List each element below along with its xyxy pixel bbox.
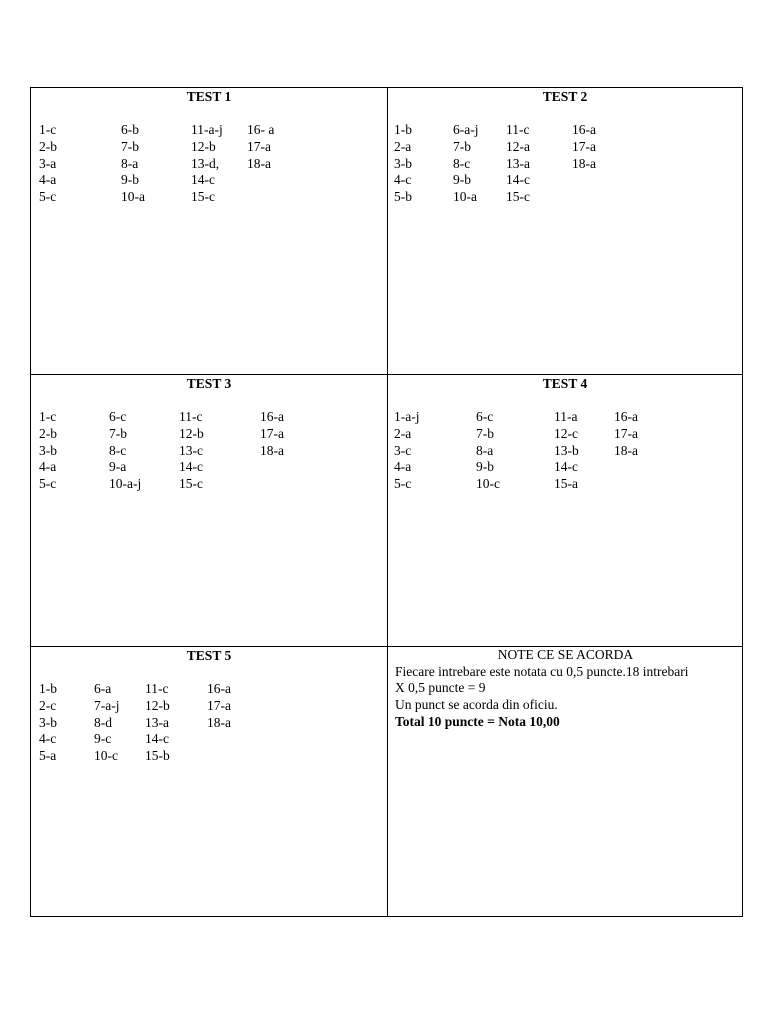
answer-item: 4-c [39, 731, 57, 747]
answer-item: 1-b [394, 122, 412, 137]
answer-item: 14-c [191, 172, 215, 188]
answer-item: 1-c [39, 409, 57, 424]
test-4-title: TEST 4 [542, 376, 588, 391]
answer-item: 16-a [614, 409, 638, 424]
answer-item: 13-a [506, 155, 530, 171]
answer-row [31, 443, 387, 460]
answer-item: 10-a [453, 189, 477, 205]
answer-row [31, 459, 387, 476]
answer-item: 14-c [179, 459, 203, 475]
answer-item: 18-a [207, 714, 231, 730]
answer-item: 1-a-j [394, 409, 420, 424]
answer-row [31, 698, 387, 715]
answer-item: 1-c [39, 122, 57, 137]
answer-item: 16-a [207, 681, 231, 696]
answer-item: 1-b [39, 681, 57, 696]
answer-item: 6-b [121, 122, 139, 137]
answer-item: 18-a [260, 442, 284, 458]
answer-item: 12-a [506, 138, 530, 154]
test-3-answers [31, 409, 387, 493]
answer-item: 6-c [476, 409, 494, 424]
answer-item: 17-a [614, 425, 638, 441]
answer-item: 7-b [121, 138, 139, 154]
answer-item: 11-c [179, 409, 203, 424]
test-1-cell [31, 88, 388, 375]
answer-item: 11-c [145, 681, 169, 696]
answer-item: 10-a-j [109, 476, 142, 492]
answer-item: 4-a [39, 459, 57, 475]
answer-item: 2-b [39, 425, 57, 441]
answer-row [31, 139, 387, 156]
answer-item: 9-b [121, 172, 139, 188]
answer-item: 3-b [394, 155, 412, 171]
answer-item: 6-a [94, 681, 112, 696]
answer-item: 8-d [94, 714, 112, 730]
grading-notes [395, 647, 736, 731]
answer-item: 5-a [39, 748, 57, 764]
answer-item: 3-a [39, 155, 57, 171]
answer-row [388, 189, 742, 206]
answer-item: 5-c [394, 476, 412, 492]
answer-row [388, 156, 742, 173]
test-4-answers [388, 409, 742, 493]
answer-item: 11-a-j [191, 122, 223, 137]
answer-item: 2-a [394, 425, 412, 441]
answer-item: 14-c [554, 459, 578, 475]
answer-row [31, 681, 387, 698]
answer-item: 2-a [394, 138, 412, 154]
answer-item: 8-c [453, 155, 471, 171]
answer-item: 16-a [572, 122, 596, 137]
grading-note-line-1: Fiecare intrebare este notata cu 0,5 puncte.18 intrebari [395, 663, 689, 679]
answer-item: 2-c [39, 697, 57, 713]
answer-item: 6-c [109, 409, 127, 424]
answer-row [31, 189, 387, 206]
answer-row [31, 409, 387, 426]
answer-item: 7-b [109, 425, 127, 441]
answer-row [388, 172, 742, 189]
answer-item: 10-c [476, 476, 500, 492]
answer-item: 15-b [145, 748, 170, 764]
answer-row [388, 409, 742, 426]
answer-item: 9-b [453, 172, 471, 188]
test-1-answers [31, 122, 387, 206]
test-5-cell [31, 647, 388, 916]
answer-item: 12-b [179, 425, 204, 441]
answer-item: 8-a [476, 442, 494, 458]
grading-note-total: Total 10 puncte = Nota 10,00 [395, 713, 560, 729]
answer-item: 8-c [109, 442, 127, 458]
answer-row [388, 122, 742, 139]
answer-item: 8-a [121, 155, 139, 171]
answer-item: 4-a [39, 172, 57, 188]
answer-item: 12-b [191, 138, 216, 154]
answer-item: 17-a [572, 138, 596, 154]
answer-item: 13-a [145, 714, 169, 730]
answer-row [31, 476, 387, 493]
answer-row [31, 156, 387, 173]
answer-item: 2-b [39, 138, 57, 154]
answer-item: 17-a [260, 425, 284, 441]
grading-note-line-2: X 0,5 puncte = 9 [395, 680, 486, 696]
answer-item: 3-b [39, 714, 57, 730]
answer-row [388, 443, 742, 460]
answer-row [31, 122, 387, 139]
answer-item: 4-a [394, 459, 412, 475]
test-5-answers [31, 681, 387, 765]
answer-row [388, 459, 742, 476]
answer-key-table [30, 87, 743, 917]
test-3-title: TEST 3 [186, 376, 232, 391]
test-2-cell [388, 88, 742, 375]
answer-item: 7-a-j [94, 697, 120, 713]
test-1-title: TEST 1 [186, 89, 232, 104]
answer-item: 18-a [247, 155, 271, 171]
answer-item: 18-a [614, 442, 638, 458]
answer-item: 14-c [145, 731, 169, 747]
answer-item: 9-c [94, 731, 112, 747]
answer-item: 18-a [572, 155, 596, 171]
answer-item: 6-a-j [453, 122, 479, 137]
answer-row [388, 139, 742, 156]
answer-item: 7-b [453, 138, 471, 154]
answer-row [31, 426, 387, 443]
test-5-title: TEST 5 [186, 648, 232, 663]
test-4-cell [388, 375, 742, 647]
answer-item: 9-b [476, 459, 494, 475]
answer-row [31, 748, 387, 765]
answer-item: 15-c [179, 476, 203, 492]
answer-row [388, 426, 742, 443]
answer-item: 13-d, [191, 155, 220, 171]
answer-row [31, 731, 387, 748]
answer-item: 11-c [506, 122, 530, 137]
answer-row [388, 476, 742, 493]
answer-item: 15-a [554, 476, 578, 492]
test-2-title: TEST 2 [542, 89, 588, 104]
grading-notes-cell [388, 647, 742, 916]
answer-row [31, 715, 387, 732]
answer-item: 10-c [94, 748, 118, 764]
answer-item: 4-c [394, 172, 412, 188]
answer-item: 5-b [394, 189, 412, 205]
answer-item: 9-a [109, 459, 127, 475]
answer-item: 13-b [554, 442, 579, 458]
answer-item: 16-a [260, 409, 284, 424]
answer-item: 12-c [554, 425, 578, 441]
answer-item: 14-c [506, 172, 530, 188]
test-2-answers [388, 122, 742, 206]
test-3-cell [31, 375, 388, 647]
answer-item: 7-b [476, 425, 494, 441]
answer-item: 5-c [39, 189, 57, 205]
answer-item: 17-a [207, 697, 231, 713]
answer-item: 15-c [506, 189, 530, 205]
grading-note-line-3: Un punct se acorda din oficiu. [395, 697, 558, 713]
answer-item: 11-a [554, 409, 578, 424]
answer-item: 13-c [179, 442, 203, 458]
answer-item: 16- a [247, 122, 275, 137]
answer-item: 17-a [247, 138, 271, 154]
answer-item: 3-b [39, 442, 57, 458]
answer-item: 12-b [145, 697, 170, 713]
answer-item: 3-c [394, 442, 412, 458]
answer-item: 10-a [121, 189, 145, 205]
answer-row [31, 172, 387, 189]
answer-item: 15-c [191, 189, 215, 205]
answer-item: 5-c [39, 476, 57, 492]
grading-notes-title: NOTE CE SE ACORDA [497, 647, 634, 662]
